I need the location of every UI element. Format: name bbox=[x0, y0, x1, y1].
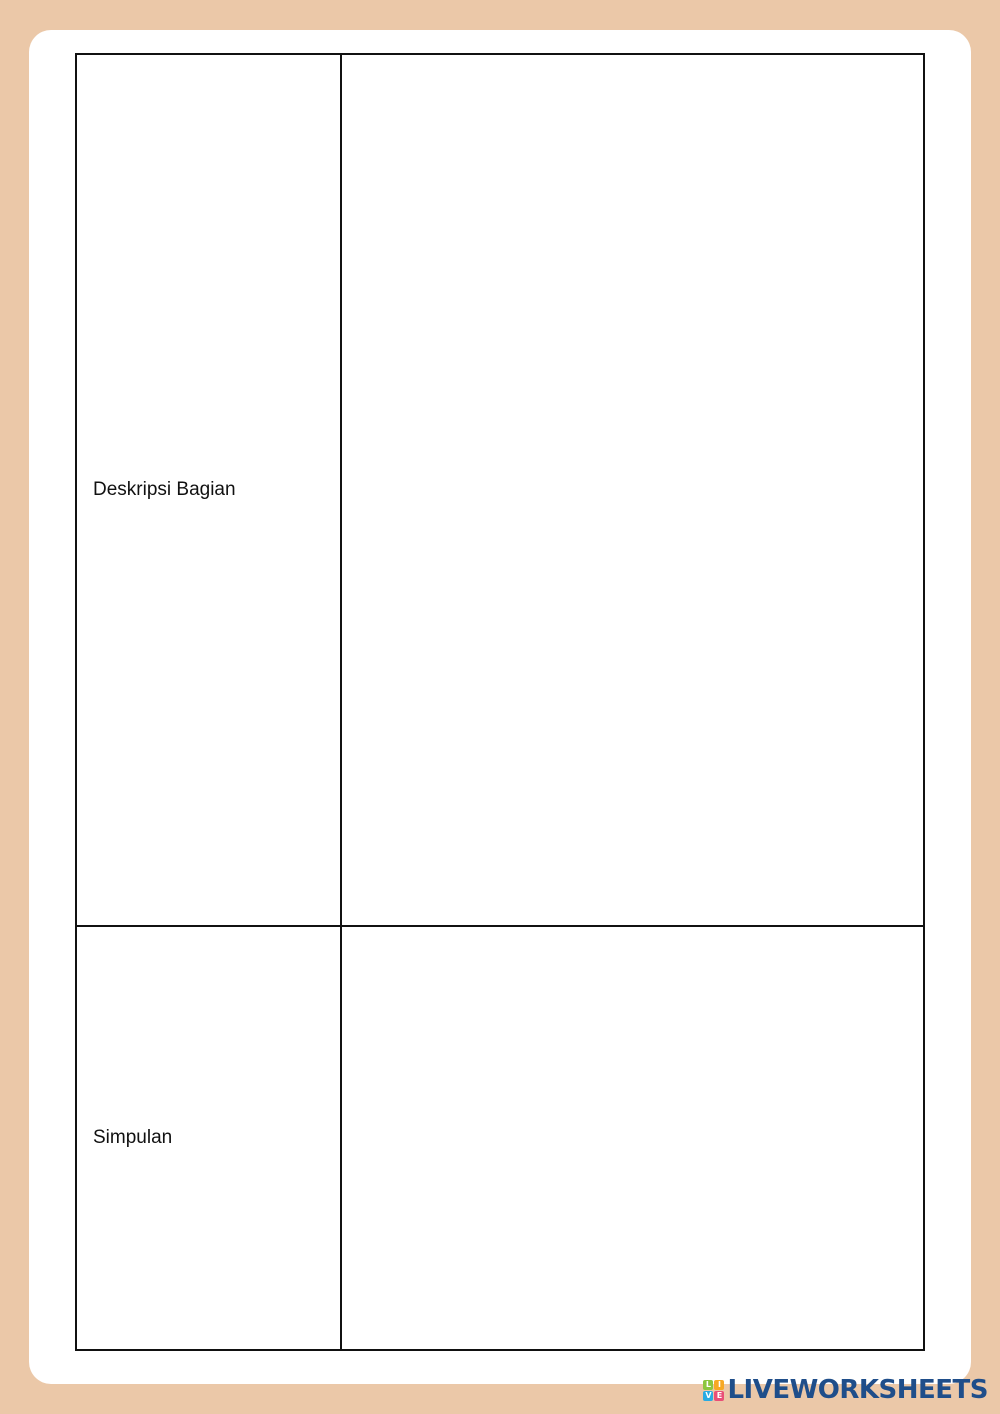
answer-box-simpulan[interactable] bbox=[342, 927, 923, 1349]
logo-wordmark: LIVEWORKSHEETS bbox=[727, 1375, 988, 1405]
worksheet-table bbox=[75, 53, 925, 1351]
row-label-text: Simpulan bbox=[93, 1127, 173, 1148]
logo-tile-l: L bbox=[703, 1380, 713, 1390]
row-label-deskripsi-bagian bbox=[77, 55, 342, 927]
liveworksheets-logo bbox=[703, 1376, 988, 1404]
row-label-simpulan bbox=[77, 927, 342, 1349]
logo-tile-e: E bbox=[714, 1391, 724, 1401]
answer-box-deskripsi-bagian[interactable] bbox=[342, 55, 923, 927]
row-label-text: Deskripsi Bagian bbox=[93, 479, 236, 500]
logo-tiles-icon bbox=[703, 1380, 724, 1401]
logo-tile-v: V bbox=[705, 1390, 712, 1400]
logo-tile-i: I bbox=[714, 1380, 724, 1390]
